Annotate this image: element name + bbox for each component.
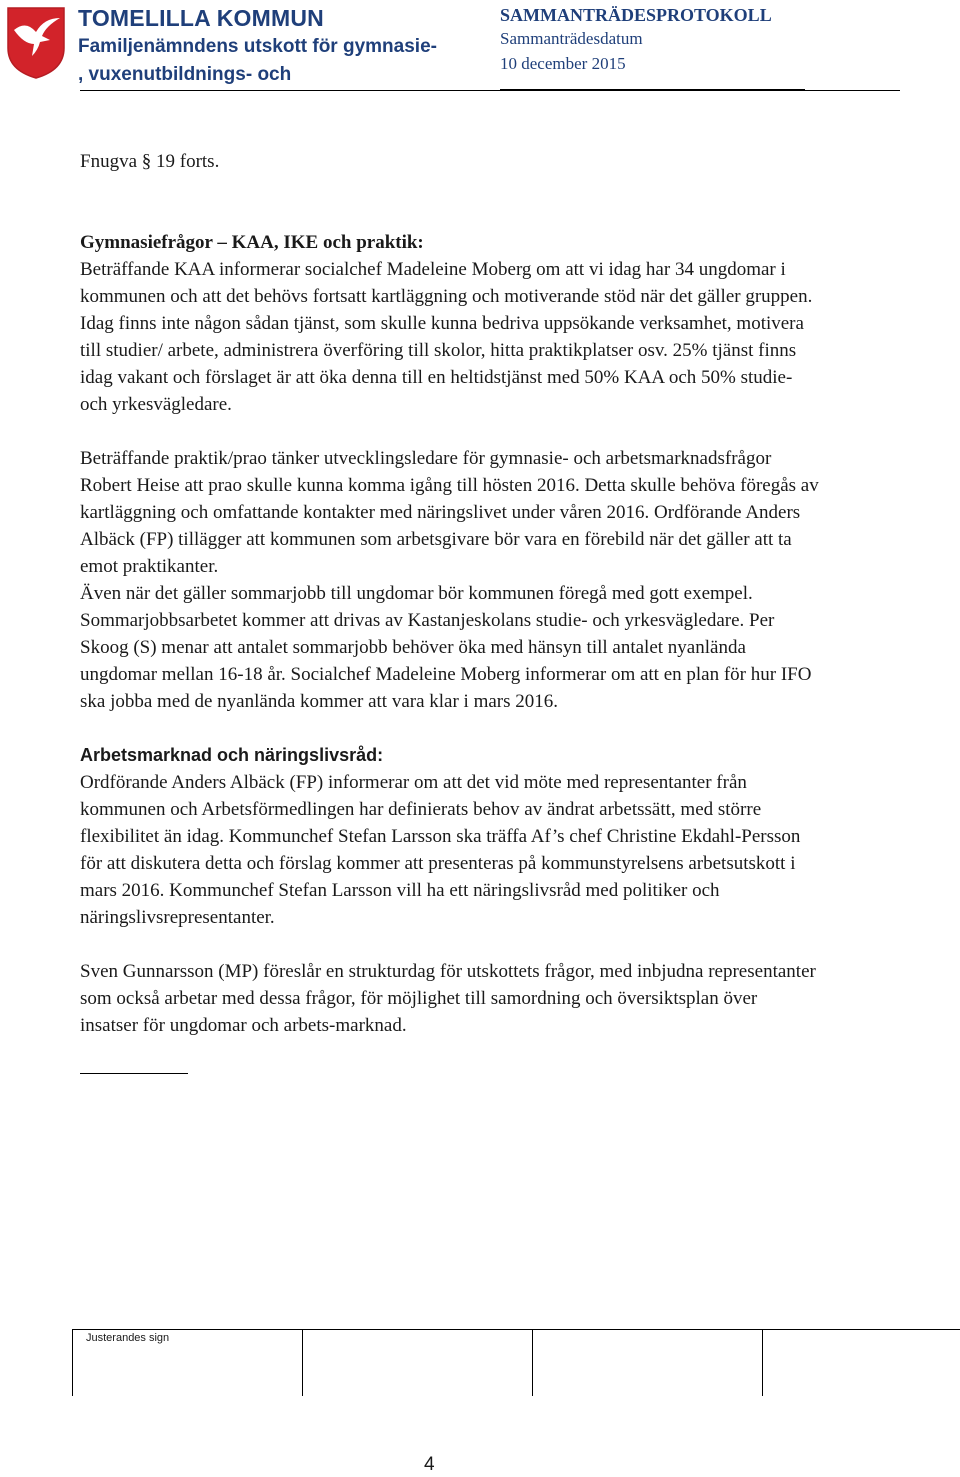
page-number: 4 [424, 1454, 435, 1475]
paragraph-praktik: Beträffande praktik/prao tänker utvecklingsledare för gymnasie- och arbetsmarknadsfrågor Robert Heise att prao skulle kunna komma igång till hösten 2016. Detta skulle behöva föregås av kartläggning och omfattande kontakter med näringslivet under våren 2016. Ordförande Anders Albäck (FP) tillägger att kommunen som arbetsgivare bör vara en förebild när det gäller att ta emot praktikanter. [80, 448, 819, 577]
spacer [80, 418, 820, 445]
seagull-shield-logo-icon [6, 6, 66, 80]
spacer [80, 931, 820, 958]
org-name: TOMELILLA KOMMUN [78, 5, 324, 31]
paragraph-reference: Fnugva § 19 forts. [80, 151, 220, 172]
header-divider-accent [500, 89, 805, 91]
paragraph-naringslivsrad: Ordförande Anders Albäck (FP) informerar om att det vid möte med representanter från kommunen och Arbetsförmedlingen har definierats behov av ändrat arbetssätt, med större flexibilitet än idag. Kommunchef Stefan Larsson ska träffa Af’s chef Christine Ekdahl-Persson för att diskutera detta och förslag kommer att presenteras på kommunstyrelsens arbetsutskott i mars 2016. Kommunchef Stefan Larsson vill ha ett näringslivsråd med politiker och näringslivsrepresentanter. [80, 772, 801, 928]
spacer [80, 715, 820, 742]
meeting-date-label: Sammanträdesdatum [500, 29, 643, 48]
signature-table [72, 1329, 960, 1396]
meeting-date: 10 december 2015 [500, 54, 626, 73]
section-heading-gymnasie: Gymnasiefrågor – KAA, IKE och praktik: [80, 232, 424, 253]
protocol-block [500, 4, 772, 76]
committee-name-line2: , vuxenutbildnings- och [78, 64, 292, 85]
document-header [0, 0, 960, 95]
paragraph-sommarjobb: Även när det gäller sommarjobb till ungdomar bör kommunen föregå med gott exempel. Sommarjobbsarbetet kommer att drivas av Kastanjeskolans studie- och yrkesvägledare. Per Skoog (S) menar att antalet sommarjobb behöver öka med hänsyn till antalet nyanlända ungdomar mellan 16-18 år. Socialchef Madeleine Moberg informerar om att en plan för hur IFO ska jobba med de nyanlända kommer att vara klar i mars 2016. [80, 583, 812, 712]
organization-block [78, 4, 437, 88]
signature-label: Justerandes sign [86, 1332, 170, 1344]
paragraph-strukturdag: Sven Gunnarsson (MP) föreslår en strukturdag för utskottets frågor, med inbjudna representanter som också arbetar med dessa frågor, för möjlighet till samordning och översiktsplan över insatser för ungdomar och arbets-marknad. [80, 961, 816, 1036]
section-heading-arbetsmarknad: Arbetsmarknad och näringslivsråd: [80, 745, 384, 765]
signature-cell [762, 1330, 763, 1396]
signature-cell [532, 1330, 533, 1396]
signature-cell [302, 1330, 303, 1396]
end-rule [80, 1073, 188, 1074]
paragraph-kaa: Beträffande KAA informerar socialchef Madeleine Moberg om att vi idag har 34 ungdomar i kommunen och att det behövs fortsatt kartläggning och motiverande stöd när det gäller gruppen. Idag finns inte någon sådan tjänst, som skulle kunna bedriva uppsökande verksamhet, motivera till studier/ arbete, administrera överföring till skolor, hitta praktikplatser osv. 25% tjänst finns idag vakant och förslaget är att öka denna till en heltidstjänst med 50% KAA och 50% studie- och yrkesvägledare. [80, 259, 813, 415]
document-body [80, 148, 820, 1074]
committee-name-line1: Familjenämndens utskott för gymnasie- [78, 36, 437, 57]
protocol-title: SAMMANTRÄDESPROTOKOLL [500, 5, 772, 25]
signature-cell [72, 1330, 73, 1396]
